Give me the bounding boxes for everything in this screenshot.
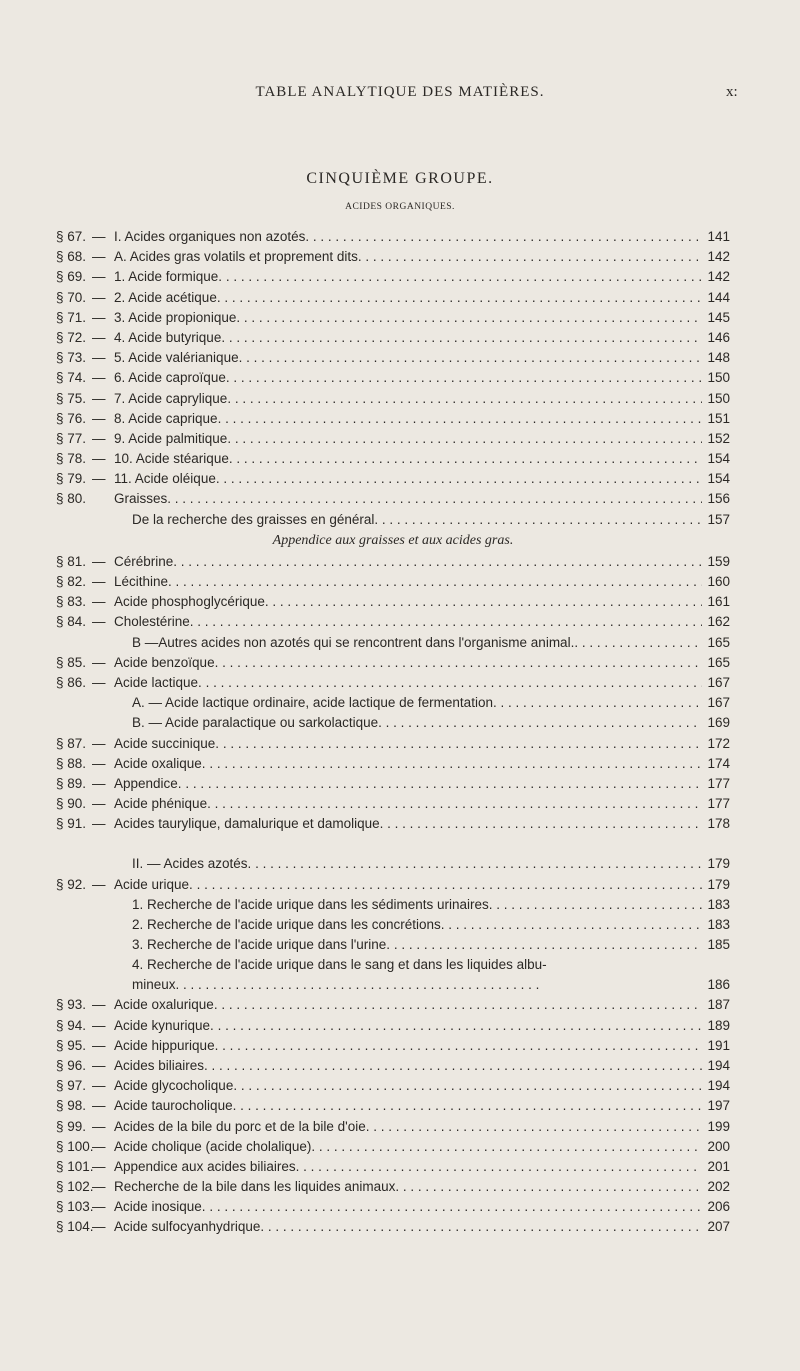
toc-entry bbox=[56, 693, 730, 713]
toc-entry-label: Acides de la bile du porc et de la bile d'oie. . . . bbox=[114, 1117, 702, 1137]
toc-entry-section: § 94. bbox=[56, 1017, 87, 1033]
toc-entry-section: § 77. bbox=[56, 430, 87, 446]
toc-entry-label: Acide inosique. . . . bbox=[114, 1197, 702, 1217]
toc-entry-section: § 100. bbox=[56, 1138, 94, 1154]
toc-entry bbox=[56, 288, 730, 308]
toc-entry-label: Acide glycocholique. . . . bbox=[114, 1076, 702, 1096]
toc-entry-label: A. — Acide lactique ordinaire, acide lactique de fermentation. . . . bbox=[132, 693, 702, 713]
toc-entry-section: § 89. bbox=[56, 775, 87, 791]
toc-entry-dash: — bbox=[92, 1078, 106, 1094]
toc-entry-label: Acide sulfocyanhydrique. . . . bbox=[114, 1217, 702, 1237]
toc-section-acides-biliaires bbox=[56, 995, 730, 1237]
toc-entry-dash: — bbox=[92, 1219, 106, 1235]
toc-entry-page: 146 bbox=[707, 329, 730, 345]
toc-entry-section: § 68. bbox=[56, 249, 87, 265]
toc-entry-dash: — bbox=[92, 1138, 106, 1154]
toc-entry bbox=[56, 1157, 730, 1177]
toc-entry-page: 151 bbox=[707, 410, 730, 426]
toc-entry-page: 154 bbox=[707, 471, 730, 487]
toc-entry bbox=[56, 754, 730, 774]
table-of-contents bbox=[56, 227, 730, 1238]
toc-entry bbox=[56, 1137, 730, 1157]
toc-entry-page: 179 bbox=[707, 876, 730, 892]
toc-entry bbox=[56, 854, 730, 874]
toc-entry-section: § 69. bbox=[56, 269, 87, 285]
toc-entry-section: § 87. bbox=[56, 735, 87, 751]
toc-entry-label: 9. Acide palmitique. . . . bbox=[114, 429, 702, 449]
toc-entry-label bbox=[132, 955, 702, 995]
toc-entry-dash: — bbox=[92, 1098, 106, 1114]
toc-entry-section: § 67. bbox=[56, 229, 87, 244]
toc-entry-label: 1. Recherche de l'acide urique dans les sédiments urinaires. . . . bbox=[132, 895, 702, 915]
toc-entry-section: § 91. bbox=[56, 816, 87, 832]
toc-entry bbox=[56, 1177, 730, 1197]
toc-entry-page: 177 bbox=[707, 775, 730, 791]
toc-entry bbox=[56, 995, 730, 1015]
toc-entry-section: § 83. bbox=[56, 594, 87, 610]
toc-entry bbox=[56, 308, 730, 328]
toc-entry-page: 178 bbox=[707, 816, 730, 832]
toc-entry-page: 200 bbox=[707, 1138, 730, 1154]
toc-entry-label: 8. Acide caprique. . . . bbox=[114, 409, 702, 429]
toc-entry-label: Appendice. . . . bbox=[114, 774, 702, 794]
page-folio: x: bbox=[726, 84, 738, 100]
toc-entry-section: § 97. bbox=[56, 1078, 87, 1094]
toc-entry-page: 165 bbox=[707, 654, 730, 670]
toc-entry-dash: — bbox=[92, 816, 106, 832]
toc-entry-section: § 74. bbox=[56, 370, 87, 386]
toc-entry-label: 2. Acide acétique. . . . bbox=[114, 288, 702, 308]
toc-entry-dash: — bbox=[92, 410, 106, 426]
toc-entry-dash: — bbox=[92, 1158, 106, 1174]
toc-entry-label: Acide phosphoglycérique. . . . bbox=[114, 592, 702, 612]
toc-entry-page: 199 bbox=[707, 1118, 730, 1134]
toc-entry-label: Graisses. . . . bbox=[114, 489, 702, 509]
toc-entry-page: 169 bbox=[707, 715, 730, 731]
toc-entry-dash: — bbox=[92, 654, 106, 670]
toc-entry-page: 156 bbox=[707, 491, 730, 507]
toc-entry-section: § 92. bbox=[56, 876, 87, 892]
toc-entry-dash: — bbox=[92, 553, 106, 569]
toc-entry-page: 179 bbox=[707, 856, 730, 872]
toc-entry bbox=[56, 348, 730, 368]
toc-entry-page: 207 bbox=[707, 1219, 730, 1235]
toc-entry-label: 3. Recherche de l'acide urique dans l'urine. . . . bbox=[132, 935, 702, 955]
toc-entry-section: § 85. bbox=[56, 654, 87, 670]
toc-entry-page: 144 bbox=[707, 289, 730, 305]
toc-entry-section: § 99. bbox=[56, 1118, 87, 1134]
toc-entry-page: 201 bbox=[707, 1158, 730, 1174]
toc-entry bbox=[56, 713, 730, 733]
group-title: CINQUIÈME GROUPE. bbox=[306, 170, 494, 187]
toc-entry-page: 141 bbox=[707, 229, 730, 244]
toc-entry bbox=[56, 227, 730, 247]
toc-entry-dash: — bbox=[92, 997, 106, 1013]
toc-entry-dash: — bbox=[92, 309, 106, 325]
toc-entry-section: § 72. bbox=[56, 329, 87, 345]
toc-entry-section: § 98. bbox=[56, 1098, 87, 1114]
toc-entry-dash: — bbox=[92, 735, 106, 751]
toc-entry bbox=[56, 1217, 730, 1237]
toc-entry bbox=[56, 328, 730, 348]
toc-entry-label: Acide benzoïque. . . . bbox=[114, 653, 702, 673]
toc-entry-page: 157 bbox=[707, 511, 730, 527]
toc-entry-label: Acide lactique. . . . bbox=[114, 673, 702, 693]
toc-entry bbox=[56, 1096, 730, 1116]
toc-entry-section: § 70. bbox=[56, 289, 87, 305]
toc-entry bbox=[56, 653, 730, 673]
leader-dots: . . . . . . . . . . . . . . . . . . . . . . . . . . . . . . . . . . . . . . . . . . . . . . . . bbox=[179, 977, 540, 993]
toc-entry-label: 4. Acide butyrique. . . . bbox=[114, 328, 702, 348]
toc-entry-section: § 88. bbox=[56, 755, 87, 771]
toc-entry-dash: — bbox=[92, 674, 106, 690]
toc-entry-label-line1: 4. Recherche de l'acide urique dans le sang et dans les liquides albu- bbox=[132, 957, 547, 973]
toc-entry-page: 161 bbox=[707, 594, 730, 610]
toc-entry bbox=[56, 449, 730, 469]
toc-entry-page: 183 bbox=[707, 917, 730, 932]
toc-entry-label: 10. Acide stéarique. . . . bbox=[114, 449, 702, 469]
toc-entry bbox=[56, 935, 730, 955]
toc-entry-section: § 79. bbox=[56, 471, 87, 487]
toc-entry bbox=[56, 1117, 730, 1137]
toc-entry-label: Acide oxalique. . . . bbox=[114, 754, 702, 774]
toc-entry-label: Acide urique. . . . bbox=[114, 875, 702, 895]
toc-entry bbox=[56, 794, 730, 814]
toc-entry bbox=[56, 814, 730, 834]
toc-entry-page: 194 bbox=[707, 1078, 730, 1094]
toc-entry-dash: — bbox=[92, 229, 106, 244]
toc-entry bbox=[56, 673, 730, 693]
toc-entry-section: § 84. bbox=[56, 614, 87, 630]
toc-entry-label: Cérébrine. . . . bbox=[114, 552, 702, 572]
toc-entry-section: § 104. bbox=[56, 1219, 94, 1235]
toc-entry bbox=[56, 429, 730, 449]
section-gap bbox=[56, 834, 730, 854]
toc-entry-label: Acide succinique. . . . bbox=[114, 734, 702, 754]
toc-entry-dash: — bbox=[92, 249, 106, 265]
toc-entry-page: 194 bbox=[707, 1057, 730, 1073]
toc-entry-page: 183 bbox=[707, 896, 730, 912]
toc-entry-label: 2. Recherche de l'acide urique dans les concrétions. . . . bbox=[132, 915, 702, 935]
toc-entry-page: 162 bbox=[707, 614, 730, 630]
toc-entry-page: 186 bbox=[707, 977, 730, 993]
toc-entry-label: B. — Acide paralactique ou sarkolactique. . . . bbox=[132, 713, 702, 733]
toc-entry-section: § 90. bbox=[56, 796, 87, 812]
toc-entry-page: 160 bbox=[707, 574, 730, 589]
toc-entry bbox=[56, 895, 730, 915]
toc-entry-label: Cholestérine. . . . bbox=[114, 612, 702, 632]
toc-entry-label: Acide taurocholique. . . . bbox=[114, 1096, 702, 1116]
toc-entry bbox=[56, 552, 730, 572]
toc-entry-section: § 102. bbox=[56, 1179, 94, 1195]
toc-section-appendice bbox=[56, 552, 730, 835]
toc-entry-page: 152 bbox=[707, 430, 730, 446]
toc-entry-dash: — bbox=[92, 1017, 106, 1033]
toc-entry-label-line2: mineux. bbox=[132, 977, 180, 993]
toc-entry bbox=[56, 734, 730, 754]
toc-entry-dash: — bbox=[92, 1179, 106, 1195]
toc-entry-dash: — bbox=[92, 594, 106, 610]
toc-entry bbox=[56, 489, 730, 509]
appendix-heading: Appendice aux graisses et aux acides gras. bbox=[272, 532, 514, 548]
toc-entry-section: § 78. bbox=[56, 451, 87, 467]
toc-entry-page: 172 bbox=[707, 735, 730, 751]
toc-entry-label: A. Acides gras volatils et proprement dits. . . . bbox=[114, 247, 702, 267]
toc-entry bbox=[56, 572, 730, 592]
running-head: TABLE ANALYTIQUE DES MATIÈRES. bbox=[255, 84, 545, 100]
toc-entry bbox=[56, 612, 730, 632]
toc-entry-page: 177 bbox=[707, 796, 730, 812]
toc-entry-label: Recherche de la bile dans les liquides animaux. . . . bbox=[114, 1177, 702, 1197]
toc-entry bbox=[56, 633, 730, 653]
toc-entry bbox=[56, 875, 730, 895]
toc-entry-page: 145 bbox=[707, 309, 730, 325]
toc-entry-label: Acides biliaires. . . . bbox=[114, 1056, 702, 1076]
toc-entry-section: § 80. bbox=[56, 491, 87, 507]
toc-entry-label: 11. Acide oléique. . . . bbox=[114, 469, 702, 489]
toc-entry-label: Acide hippurique. . . . bbox=[114, 1036, 702, 1056]
toc-entry-dash: — bbox=[92, 289, 106, 305]
group-subtitle: ACIDES ORGANIQUES. bbox=[345, 202, 455, 212]
toc-entry bbox=[56, 469, 730, 489]
toc-entry-section: § 86. bbox=[56, 674, 87, 690]
toc-entry bbox=[56, 1016, 730, 1036]
toc-entry-dash: — bbox=[92, 1037, 106, 1053]
toc-entry-dash: — bbox=[92, 430, 106, 446]
toc-entry bbox=[56, 247, 730, 267]
toc-entry-page: 206 bbox=[707, 1199, 730, 1215]
toc-entry-section: § 73. bbox=[56, 350, 87, 366]
toc-entry-label: Lécithine. . . . bbox=[114, 572, 702, 592]
toc-entry bbox=[56, 592, 730, 612]
toc-entry-dash: — bbox=[92, 755, 106, 771]
toc-entry-label: Acide cholique (acide cholalique). . . . bbox=[114, 1137, 702, 1157]
toc-entry-section: § 101. bbox=[56, 1158, 94, 1174]
toc-entry-page: 189 bbox=[707, 1017, 730, 1033]
toc-entry-label: II. — Acides azotés. . . . bbox=[132, 854, 702, 874]
toc-entry-section: § 103. bbox=[56, 1199, 94, 1215]
toc-entry-page: 187 bbox=[707, 997, 730, 1013]
toc-entry-dash: — bbox=[92, 329, 106, 345]
toc-entry-label: De la recherche des graisses en général. . . . bbox=[132, 510, 702, 530]
toc-entry-page: 197 bbox=[707, 1098, 730, 1114]
toc-entry-dash: — bbox=[92, 1057, 106, 1073]
toc-entry-section: § 93. bbox=[56, 997, 87, 1013]
toc-entry-label: Appendice aux acides biliaires. . . . bbox=[114, 1157, 702, 1177]
toc-entry-dash: — bbox=[92, 269, 106, 285]
toc-entry-page: 167 bbox=[707, 695, 730, 711]
toc-entry bbox=[56, 267, 730, 287]
toc-entry-dash: — bbox=[92, 350, 106, 366]
toc-entry-dash: — bbox=[92, 775, 106, 791]
toc-entry-section: § 75. bbox=[56, 390, 87, 406]
toc-entry-dash: — bbox=[92, 370, 106, 386]
toc-entry-label: 7. Acide caprylique. . . . bbox=[114, 389, 702, 409]
toc-entry-label: 1. Acide formique. . . . bbox=[114, 267, 702, 287]
toc-entry-label: Acide phénique. . . . bbox=[114, 794, 702, 814]
toc-entry-page: 191 bbox=[707, 1037, 730, 1053]
toc-entry-label: Acide oxalurique. . . . bbox=[114, 995, 702, 1015]
toc-entry-section: § 81. bbox=[56, 553, 87, 569]
toc-entry-dash: — bbox=[92, 614, 106, 630]
toc-entry-dash: — bbox=[92, 574, 106, 589]
toc-entry-page: 142 bbox=[707, 249, 730, 265]
toc-entry-page: 167 bbox=[707, 674, 730, 690]
toc-entry bbox=[56, 1076, 730, 1096]
toc-entry-label: 6. Acide caproïque. . . . bbox=[114, 368, 702, 388]
toc-entry bbox=[56, 1197, 730, 1217]
toc-entry-label: Acides taurylique, damalurique et damolique. . . . bbox=[114, 814, 702, 834]
toc-entry bbox=[56, 915, 730, 935]
toc-section-acides-azotes bbox=[56, 854, 730, 955]
toc-entry-dash: — bbox=[92, 471, 106, 487]
toc-entry-section: § 76. bbox=[56, 410, 87, 426]
toc-entry-dash: — bbox=[92, 390, 106, 406]
toc-entry-page: 185 bbox=[707, 937, 730, 953]
toc-entry-section: § 95. bbox=[56, 1037, 87, 1053]
toc-entry-label: Acide kynurique. . . . bbox=[114, 1016, 702, 1036]
toc-entry-section: § 82. bbox=[56, 574, 87, 589]
toc-entry bbox=[56, 1036, 730, 1056]
toc-entry bbox=[56, 774, 730, 794]
toc-entry-label: 3. Acide propionique. . . . bbox=[114, 308, 702, 328]
toc-entry-page: 154 bbox=[707, 451, 730, 467]
toc-entry-dash: — bbox=[92, 1199, 106, 1215]
toc-entry-page: 148 bbox=[707, 350, 730, 366]
toc-entry-label: 5. Acide valérianique. . . . bbox=[114, 348, 702, 368]
toc-section-acides-gras bbox=[56, 227, 730, 530]
toc-entry-page: 174 bbox=[707, 755, 730, 771]
toc-entry-section: § 71. bbox=[56, 309, 87, 325]
toc-entry-page: 159 bbox=[707, 553, 730, 569]
toc-entry-page: 165 bbox=[707, 634, 730, 650]
toc-entry bbox=[56, 1056, 730, 1076]
toc-entry-label: B —Autres acides non azotés qui se rencontrent dans l'organisme animal.. . . . bbox=[132, 633, 702, 653]
toc-entry bbox=[56, 368, 730, 388]
toc-entry bbox=[56, 409, 730, 429]
toc-entry-section: § 96. bbox=[56, 1057, 87, 1073]
toc-entry-page: 150 bbox=[707, 370, 730, 386]
toc-entry-long bbox=[56, 955, 730, 995]
toc-entry-dash: — bbox=[92, 876, 106, 892]
toc-entry bbox=[56, 389, 730, 409]
toc-entry-dash: — bbox=[92, 796, 106, 812]
toc-entry-dash: — bbox=[92, 1118, 106, 1134]
toc-entry-label: I. Acides organiques non azotés. . . . bbox=[114, 227, 702, 247]
toc-entry-page: 142 bbox=[707, 269, 730, 285]
toc-entry-page: 202 bbox=[707, 1179, 730, 1195]
toc-entry bbox=[56, 510, 730, 530]
toc-entry-page: 150 bbox=[707, 390, 730, 406]
toc-entry-dash: — bbox=[92, 451, 106, 467]
